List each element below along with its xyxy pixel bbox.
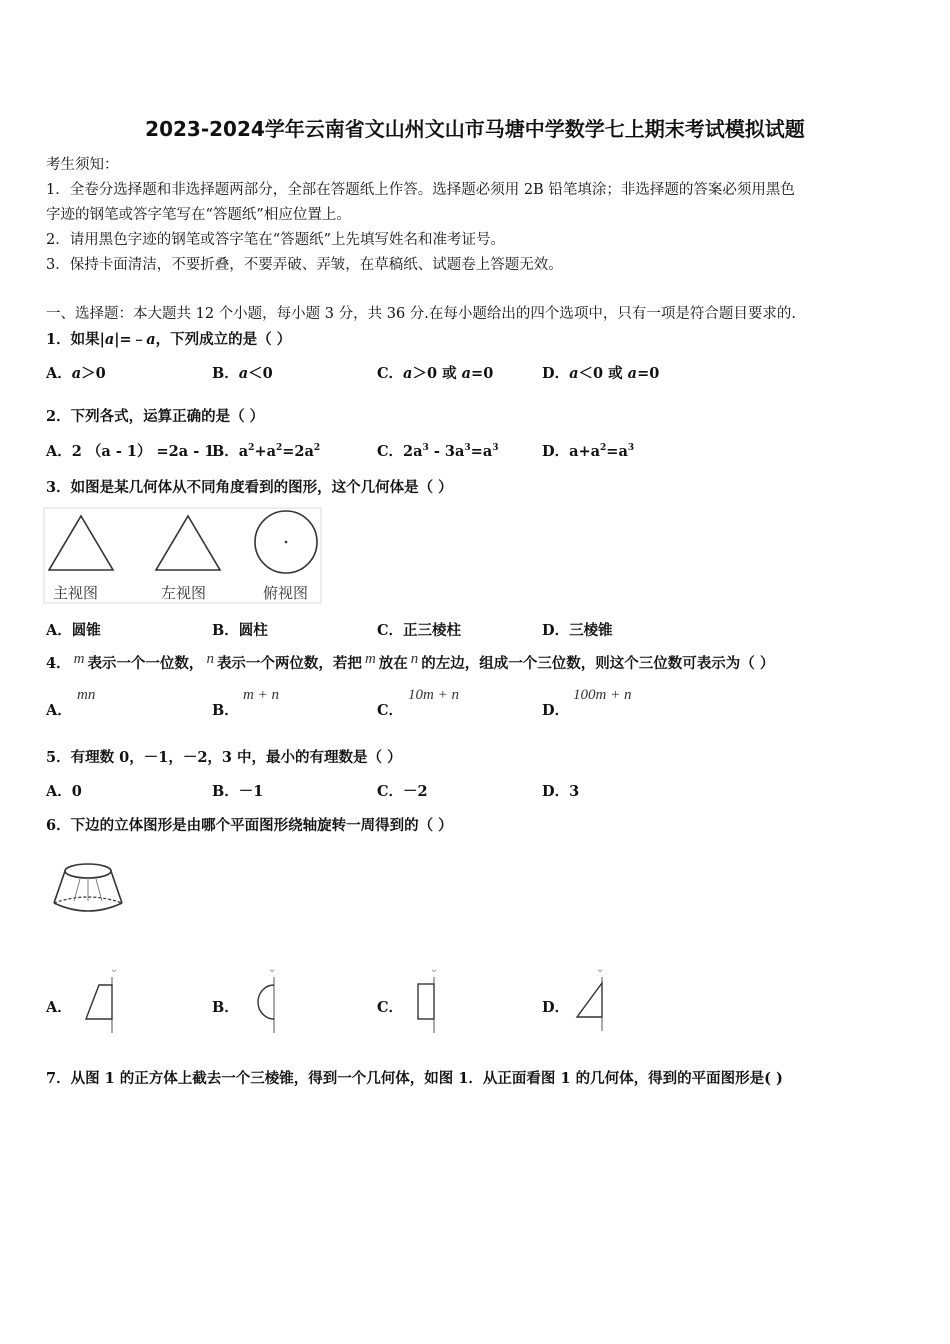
question-2-option-b: B．$a^2+a^2=2a^2$ [212,443,321,460]
question-4-option-c-expr: 10m + n [408,687,459,703]
front-view-triangle [49,516,113,570]
svg-text:ᵕ: ᵕ [598,965,603,978]
question-6-stem: 6．下边的立体图形是由哪个平面图形绕轴旋转一周得到的（ ） [46,817,453,834]
question-7-stem: 7．从图 1 的正方体上截去一个三棱锥，得到一个几何体，如图 1．从正面看图 1 的几何体，得到的平面图形是( ) [46,1070,783,1087]
question-2-option-c: C．$2a^3 - 3a^3=a^3$ [377,443,499,460]
svg-text:ᵕ: ᵕ [270,965,275,978]
question-4-option-d-label: D． [542,702,570,719]
option-c-rectangle-figure [412,965,462,1035]
page-title: 2023-2024学年云南省文山州文山市马塘中学数学七上期末考试模拟试题 [145,117,805,141]
question-4-option-b-expr: m + n [243,687,279,703]
question-5-option-a: A．0 [46,783,82,800]
question-3-option-d: D．三棱锥 [542,622,613,639]
top-view-label: 俯视图 [263,584,309,602]
question-4-option-b-label: B． [212,702,239,719]
front-view-label: 主视图 [53,584,99,602]
notice-line-2: 2．请用黑色字迹的钢笔或答字笔在“答题纸”上先填写姓名和准考证号。 [46,232,506,248]
question-6-option-b: B． [212,999,239,1016]
option-a-trapezoid-figure [82,965,132,1035]
question-1-stem: 1．如果|a|=﹣a，下列成立的是（ ） [46,331,292,348]
question-6-option-c: C． [377,999,404,1016]
question-6-option-a: A． [46,999,72,1016]
section-heading: 一、选择题：本大题共 12 个小题，每小题 3 分，共 36 分.在每小题给出的四个选项中，只有一项是符合题目要求的. [46,306,796,322]
side-view-triangle [156,516,220,570]
question-5-option-b: B．－1 [212,783,264,800]
question-1-option-c: C．a＞0 或 a=0 [377,365,494,382]
question-1-option-b: B．a＜0 [212,365,273,382]
frustum-figure [50,857,126,919]
svg-text:ᵕ: ᵕ [112,965,117,978]
notice-line-1b: 字迹的钢笔或答字笔写在“答题纸”相应位置上。 [46,207,351,223]
notice-heading: 考生须知： [46,157,119,173]
question-1-option-a: A．a＞0 [46,365,106,382]
question-1-option-d: D．a＜0 或 a=0 [542,365,660,382]
question-2-stem: 2．下列各式，运算正确的是（ ） [46,408,265,425]
option-d-triangle-figure [572,965,622,1035]
question-5-stem: 5．有理数 0，－1，－2，3 中，最小的有理数是（ ） [46,749,402,766]
question-4-option-d-expr: 100m + n [573,687,632,703]
question-4-option-a-label: A． [46,702,72,719]
question-2-option-a: A．2 （a - 1） =2a - 1 [46,443,215,460]
question-6-option-d: D． [542,999,570,1016]
notice-line-1a: 1．全卷分选择题和非选择题两部分，全部在答题纸上作答。选择题必须用 2B 铅笔填涂；非选择题的答案必须用黑色 [46,182,795,198]
question-4-stem: 4． m 表示一个一位数， n 表示一个两位数，若把 m 放在 n 的左边，组成一个三位数，则这个三位数可表示为（ ） [46,651,775,672]
question-5-option-d: D．3 [542,783,580,800]
question-5-option-c: C．－2 [377,783,428,800]
option-b-semicircle-figure [250,965,300,1035]
question-3-stem: 3．如图是某几何体从不同角度看到的图形，这个几何体是（ ） [46,479,453,496]
question-3-option-c: C．正三棱柱 [377,622,462,639]
question-2-option-d: D．$a+a^2=a^3$ [542,443,635,460]
side-view-label: 左视图 [161,584,207,602]
question-3-option-b: B．圆柱 [212,622,268,639]
notice-line-3: 3．保持卡面清洁，不要折叠，不要弄破、弄皱，在草稿纸、试题卷上答题无效。 [46,257,563,273]
question-3-option-a: A．圆锥 [46,622,101,639]
top-view-center-dot [285,541,288,544]
question-4-option-a-expr: mn [77,687,96,703]
question-4-option-c-label: C． [377,702,404,719]
svg-text:ᵕ: ᵕ [432,965,437,978]
